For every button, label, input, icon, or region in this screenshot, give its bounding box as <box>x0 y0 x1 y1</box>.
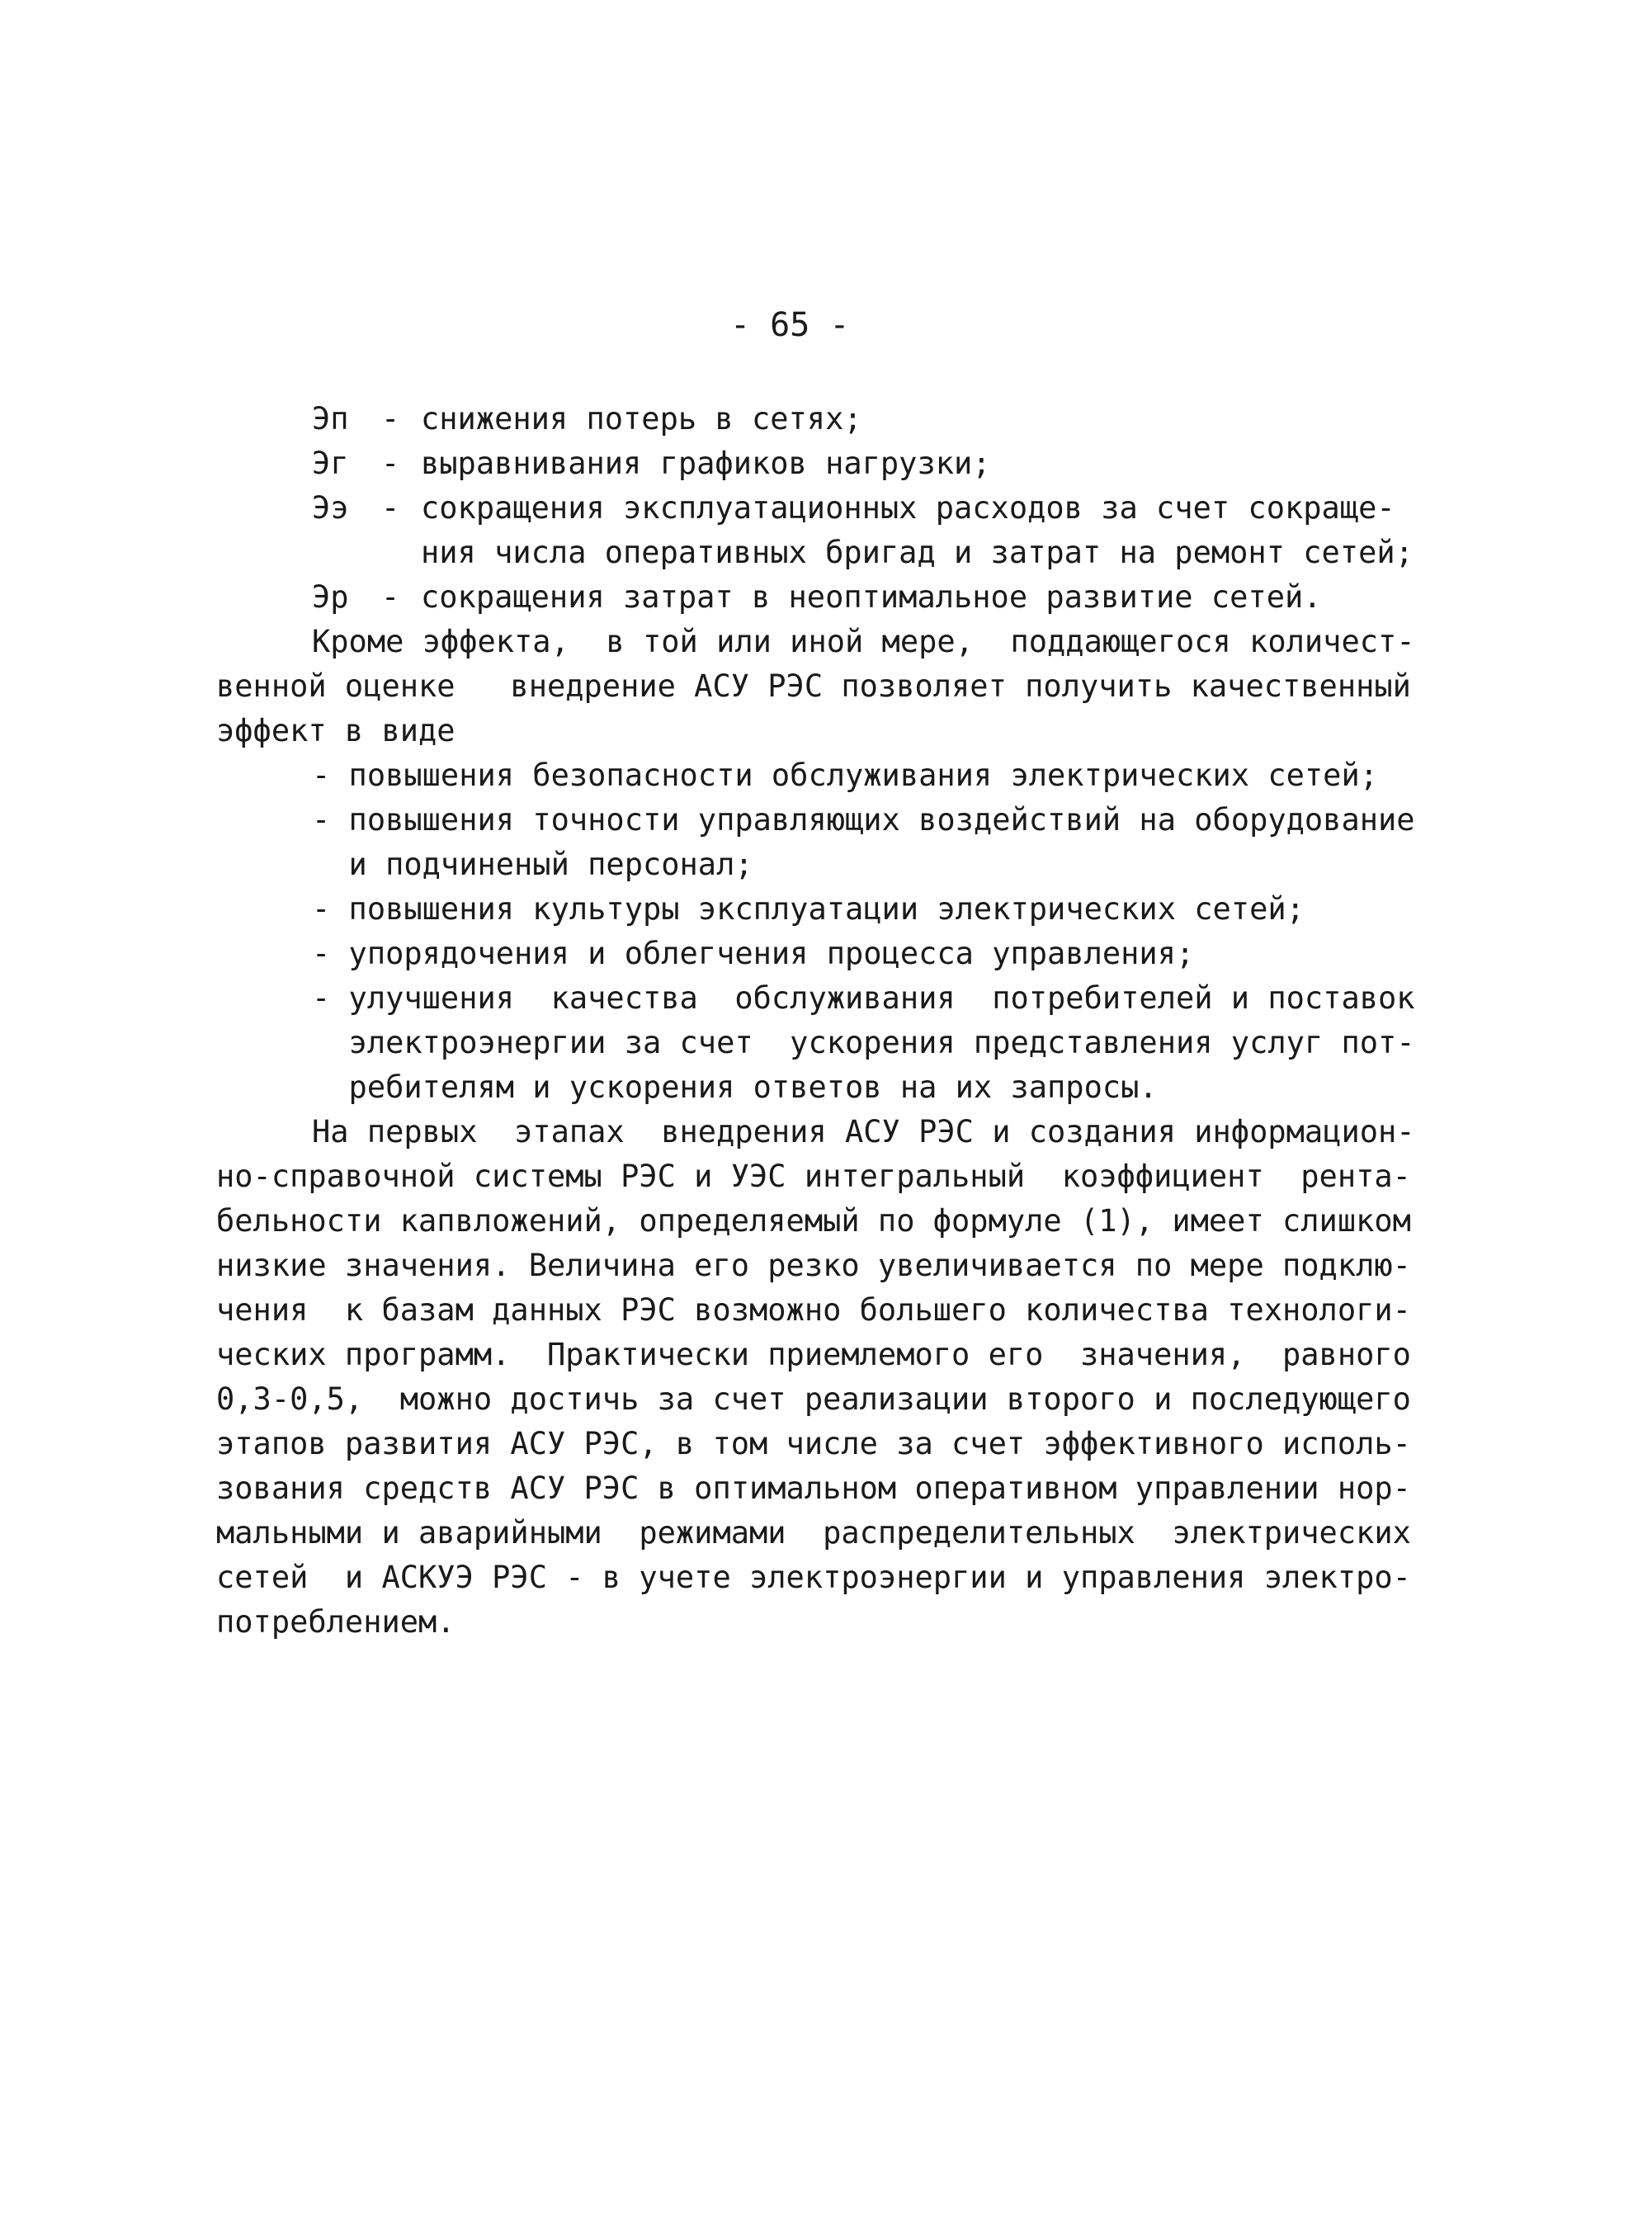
paragraph-line: этапов развития АСУ РЭС, в том числе за счет эффективного исполь- <box>216 1426 1411 1461</box>
paragraph-line: потреблением. <box>216 1604 455 1640</box>
definition-text-continued: ния числа оперативных бригад и затрат на ремонт сетей; <box>421 535 1414 570</box>
bullet-line: и подчиненый персонал; <box>312 847 753 882</box>
paragraph-line: чения к базам данных РЭС возможно большего количества технологи- <box>216 1292 1411 1328</box>
definition-text: сокращения затрат в неоптимальное развитие сетей. <box>421 579 1322 615</box>
definition-symbol: Ээ <box>312 490 349 526</box>
page-number: - 65 - <box>730 306 850 344</box>
paragraph-line: 0,3-0,5, можно достичь за счет реализации второго и последующего <box>216 1381 1411 1417</box>
definition-text: снижения потерь в сетях; <box>421 401 862 437</box>
definition-symbol: Эп <box>312 401 349 437</box>
bullet-line: - повышения культуры эксплуатации электрических сетей; <box>312 891 1305 927</box>
definition-symbol: Эр <box>312 579 349 615</box>
definition-text: сокращения эксплуатационных расходов за счет сокраще- <box>421 490 1395 526</box>
paragraph-line: ческих программ. Практически приемлемого его значения, равного <box>216 1337 1411 1372</box>
paragraph-line: зования средств АСУ РЭС в оптимальном оперативном управлении нор- <box>216 1470 1411 1506</box>
paragraph-line: На первых этапах внедрения АСУ РЭС и создания информацион- <box>312 1114 1415 1149</box>
bullet-line: - повышения безопасности обслуживания электрических сетей; <box>312 758 1379 793</box>
definition-symbol: Эг <box>312 446 349 481</box>
paragraph-line: сетей и АСКУЭ РЭС - в учете электроэнергии и управления электро- <box>216 1560 1411 1595</box>
paragraph-line: Кроме эффекта, в той или иной мере, поддающегося количест- <box>312 624 1415 659</box>
definition-dash: - <box>381 401 400 437</box>
paragraph-line: низкие значения. Величина его резко увеличивается по мере подклю- <box>216 1248 1411 1283</box>
definition-dash: - <box>381 490 400 526</box>
paragraph-line: но-справочной системы РЭС и УЭС интегральный коэффициент рента- <box>216 1159 1411 1194</box>
paragraph-line: эффект в виде <box>216 713 455 748</box>
bullet-line: - улучшения качества обслуживания потребителей и поставок <box>312 980 1415 1016</box>
paragraph-line: венной оценке внедрение АСУ РЭС позволяет получить качественный <box>216 668 1411 704</box>
definition-dash: - <box>381 579 400 615</box>
paragraph-line: бельности капвложений, определяемый по формуле (1), имеет слишком <box>216 1203 1411 1239</box>
bullet-line: - повышения точности управляющих воздействий на оборудование <box>312 802 1415 838</box>
definition-dash: - <box>381 446 400 481</box>
paragraph-line: мальными и аварийными режимами распределительных электрических <box>216 1515 1411 1551</box>
bullet-line: электроэнергии за счет ускорения представления услуг пот- <box>312 1025 1415 1060</box>
definition-text: выравнивания графиков нагрузки; <box>421 446 991 481</box>
bullet-line: ребителям и ускорения ответов на их запросы. <box>312 1069 1158 1105</box>
bullet-line: - упорядочения и облегчения процесса управления; <box>312 936 1195 971</box>
